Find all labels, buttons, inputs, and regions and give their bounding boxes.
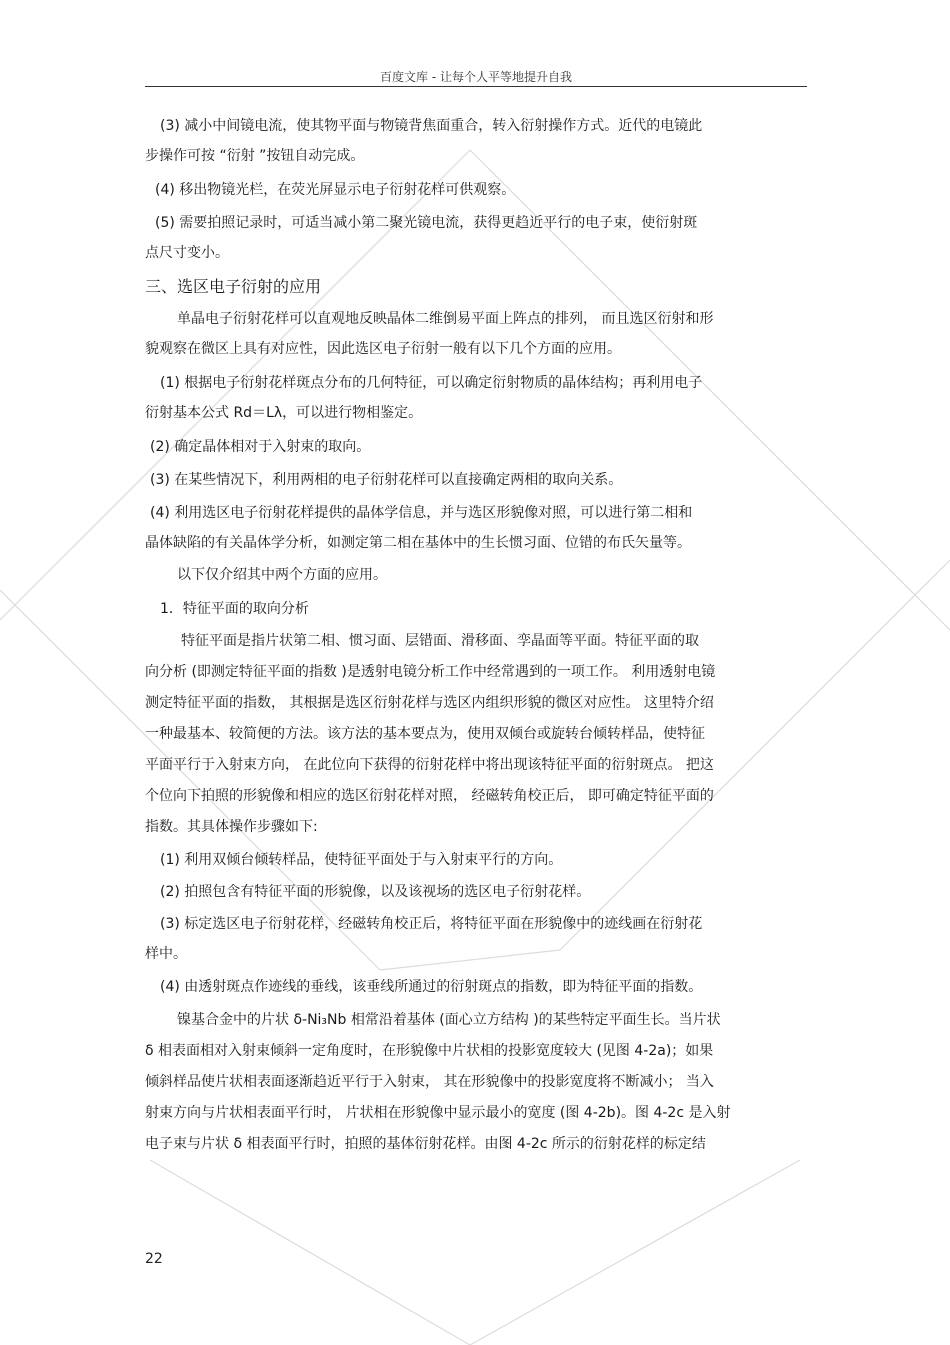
para-line: 测定特征平面的指数， 其根据是选区衍射花样与选区内组织形貌的微区对应性。 这里特介绍 bbox=[145, 695, 714, 711]
para-line: 点尺寸变小。 bbox=[145, 245, 229, 261]
para-line: 平面平行于入射束方向， 在此位向下获得的衍射花样中将出现该特征平面的衍射斑点。 把这 bbox=[145, 757, 714, 773]
para-line: 电子束与片状 δ 相表面平行时，拍照的基体衍射花样。由图 4-2c 所示的衍射花样的标定结 bbox=[145, 1136, 706, 1152]
para-line: (4) 由透射斑点作迹线的垂线，该垂线所通过的衍射斑点的指数，即为特征平面的指数。 bbox=[160, 979, 703, 995]
para-line: 晶体缺陷的有关晶体学分析，如测定第二相在基体中的生长惯习面、位错的布氏矢量等。 bbox=[145, 535, 691, 551]
para-line: 貌观察在微区上具有对应性，因此选区电子衍射一般有以下几个方面的应用。 bbox=[145, 341, 621, 357]
para-line: 镍基合金中的片状 δ-Ni₃Nb 相常沿着基体 (面心立方结构 )的某些特定平面生长。当片状 bbox=[177, 1012, 721, 1028]
para-line: 个位向下拍照的形貌像和相应的选区衍射花样对照， 经磁转角校正后， 即可确定特征平面的 bbox=[145, 788, 714, 804]
para-line: (1) 根据电子衍射花样斑点分布的几何特征，可以确定衍射物质的晶体结构；再利用电子 bbox=[160, 375, 703, 391]
document-body bbox=[145, 116, 807, 1154]
para-line: (2) 拍照包含有特征平面的形貌像，以及该视场的选区电子衍射花样。 bbox=[160, 884, 591, 900]
para-line: 衍射基本公式 Rd＝Lλ，可以进行物相鉴定。 bbox=[145, 405, 423, 421]
para-line: (3) 减小中间镜电流，使其物平面与物镜背焦面重合，转入衍射操作方式。近代的电镜此 bbox=[160, 118, 703, 134]
para-line: (2) 确定晶体相对于入射束的取向。 bbox=[150, 439, 371, 455]
para-line: 射束方向与片状相表面平行时， 片状相在形貌像中显示最小的宽度 (图 4-2b)。图 4-2c 是入射 bbox=[145, 1105, 731, 1121]
para-line: (4) 移出物镜光栏，在荧光屏显示电子衍射花样可供观察。 bbox=[155, 182, 516, 198]
subsection-title: 1．特征平面的取向分析 bbox=[160, 601, 309, 617]
para-line: (3) 在某些情况下，利用两相的电子衍射花样可以直接确定两相的取向关系。 bbox=[150, 472, 623, 488]
para-line: (3) 标定选区电子衍射花样，经磁转角校正后，将特征平面在形貌像中的迹线画在衍射花 bbox=[160, 916, 703, 932]
page-number: 22 bbox=[145, 1251, 163, 1267]
para-line: 指数。其具体操作步骤如下: bbox=[145, 819, 318, 835]
para-line: (1) 利用双倾台倾转样品，使特征平面处于与入射束平行的方向。 bbox=[160, 852, 563, 868]
section-title: 三、选区电子衍射的应用 bbox=[145, 277, 322, 296]
para-line: (4) 利用选区电子衍射花样提供的晶体学信息，并与选区形貌像对照，可以进行第二相和 bbox=[150, 505, 693, 521]
para-line: δ 相表面相对入射束倾斜一定角度时，在形貌像中片状相的投影宽度较大 (见图 4-2a)；如果 bbox=[145, 1043, 714, 1059]
page-header: 百度文库 - 让每个人平等地提升自我 bbox=[380, 70, 572, 84]
para-line: 步操作可按 “衍射 ”按钮自动完成。 bbox=[145, 148, 365, 164]
para-line: 向分析 (即测定特征平面的指数 )是透射电镜分析工作中经常遇到的一项工作。 利用透射电镜 bbox=[145, 664, 716, 680]
para-line: 特征平面是指片状第二相、惯习面、层错面、滑移面、孪晶面等平面。特征平面的取 bbox=[181, 633, 699, 649]
header-divider bbox=[145, 86, 807, 87]
para-line: (5) 需要拍照记录时，可适当减小第二聚光镜电流，获得更趋近平行的电子束，使衍射斑 bbox=[155, 215, 698, 231]
para-line: 单晶电子衍射花样可以直观地反映晶体二维倒易平面上阵点的排列， 而且选区衍射和形 bbox=[177, 311, 714, 327]
para-line: 倾斜样品使片状相表面逐渐趋近平行于入射束， 其在形貌像中的投影宽度将不断减小； 当入 bbox=[145, 1074, 714, 1090]
para-line: 一种最基本、较简便的方法。该方法的基本要点为，使用双倾台或旋转台倾转样品，使特征 bbox=[145, 726, 705, 742]
para-line: 以下仅介绍其中两个方面的应用。 bbox=[177, 567, 387, 583]
para-line: 样中。 bbox=[145, 946, 187, 962]
